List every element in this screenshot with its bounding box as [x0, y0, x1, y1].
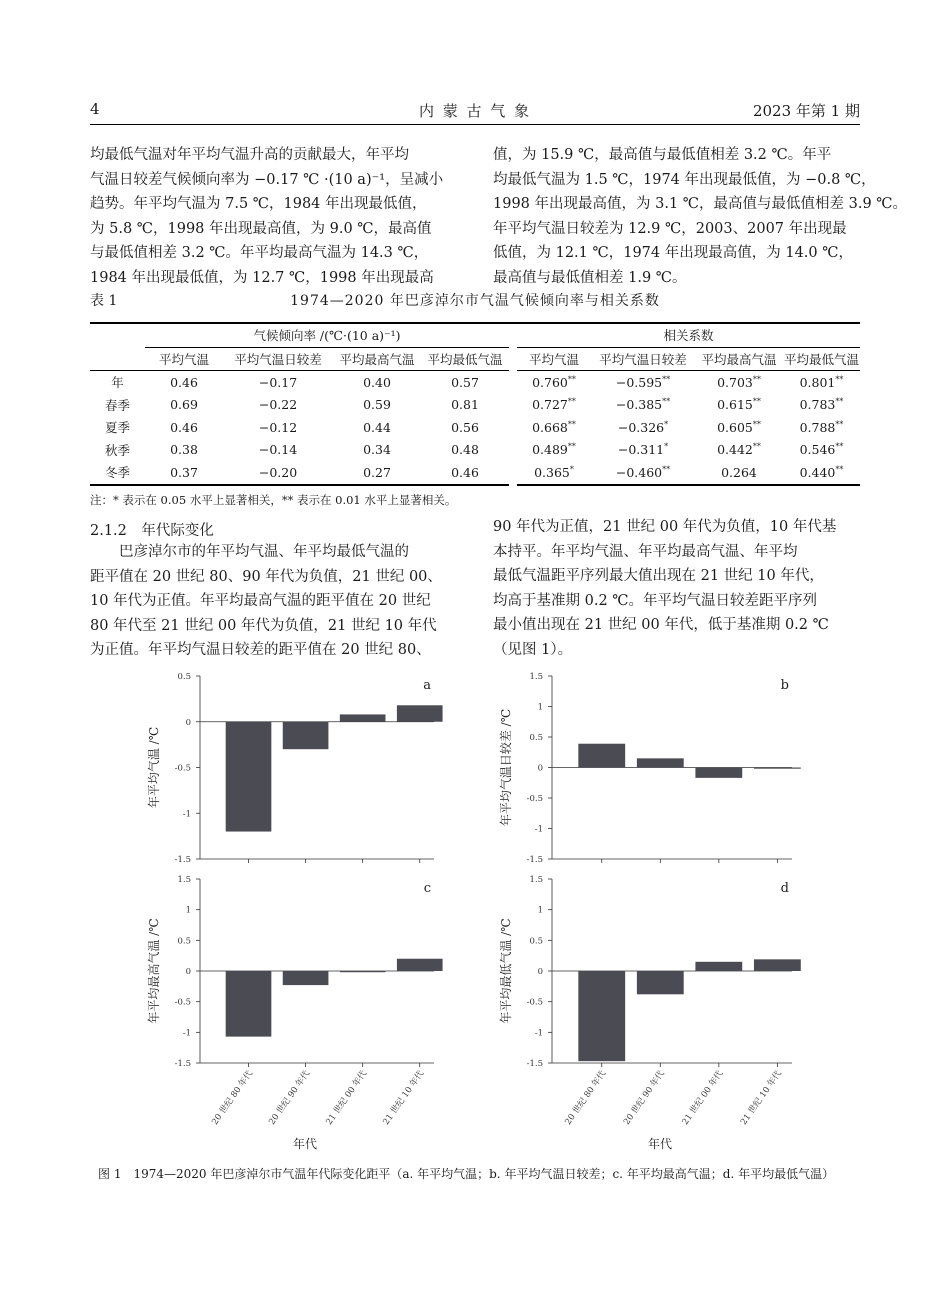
y-axis-label: 年平均气温日较差 /℃: [499, 708, 513, 827]
text-line: 与最低值相差 3.2 ℃。年平均最高气温为 14.3 ℃，: [90, 245, 429, 261]
bar: [754, 959, 801, 971]
y-tick-label: 0.5: [177, 936, 191, 947]
x-tick-label: 20 世纪 90 年代: [621, 1068, 667, 1127]
y-tick-label: 1.5: [529, 672, 543, 682]
text-line: 气温日较差气候倾向率为 −0.17 ℃ ·(10 a)⁻¹，呈减小: [90, 171, 444, 188]
text-line: 距平值在 20 世纪 80、90 年代为负值，21 世纪 00、: [90, 568, 442, 585]
rate-cell: 0.46: [421, 461, 509, 485]
corr-cell: 0.264: [695, 461, 783, 485]
corr-cell: 0.668**: [532, 419, 576, 435]
corr-cell: −0.311*: [617, 442, 669, 458]
x-tick-label: 21 世纪 10 年代: [381, 1068, 427, 1127]
table-note: 注：* 表示在 0.05 水平上显著相关，** 表示在 0.01 水平上显著相关。: [90, 493, 457, 507]
column-header: 平均气温: [517, 347, 591, 371]
corr-cell: −0.595**: [615, 374, 671, 390]
y-tick-label: 0: [185, 967, 191, 977]
bar: [754, 768, 801, 769]
rate-cell: 0.46: [170, 374, 198, 390]
y-tick-label: 0: [537, 967, 543, 977]
column-header: 平均气温日较差: [223, 347, 333, 371]
bar: [578, 744, 625, 768]
column-header: 平均最高气温: [695, 347, 783, 371]
significance-mark: **: [662, 374, 671, 384]
significance-mark: **: [752, 374, 761, 384]
corr-cell: 0.440**: [783, 461, 860, 485]
y-axis-label: 年平均最高气温 /℃: [147, 918, 161, 1024]
significance-mark: **: [567, 419, 576, 429]
significance-mark: **: [835, 397, 844, 407]
bar: [578, 971, 625, 1061]
y-tick-label: 1: [537, 905, 543, 916]
significance-mark: **: [835, 442, 844, 452]
panel-label: b: [780, 678, 789, 693]
significance-mark: **: [567, 374, 576, 384]
text-line: 最低气温距平序列最大值出现在 21 世纪 10 年代，: [493, 568, 824, 584]
panel-label: d: [780, 881, 789, 896]
y-tick-label: 0: [185, 717, 191, 728]
significance-mark: **: [662, 397, 671, 407]
row-label: 冬季: [90, 461, 145, 485]
y-axis-label: 年平均最低气温 /℃: [499, 918, 513, 1024]
text-line: 为 5.8 ℃，1998 年出现最高值，为 9.0 ℃，最高值: [90, 220, 432, 237]
x-tick-label: 21 世纪 10 年代: [739, 1068, 784, 1127]
rate-cell: 0.40: [363, 374, 391, 390]
corr-cell: 0.801**: [799, 374, 844, 390]
corr-cell: 0.783**: [799, 397, 844, 413]
text-line: 低值，为 12.1 ℃，1974 年出现最高值，为 14.0 ℃，: [493, 245, 853, 261]
text-line: 为正值。年平均气温日较差的距平值在 20 世纪 80、: [90, 642, 431, 658]
corr-cell: −0.326*: [617, 419, 669, 435]
y-tick-label: -0.5: [174, 763, 191, 774]
rate-cell: 0.56: [451, 419, 479, 435]
text-line: 本持平。年平均气温、年平均最高气温、年平均: [493, 543, 798, 560]
journal-title: 内 蒙 古 气 象: [418, 102, 532, 120]
bar: [340, 971, 386, 972]
text-line: 趋势。年平均气温为 7.5 ℃，1984 年出现最低值，: [90, 196, 427, 212]
bar: [397, 959, 443, 971]
y-tick-label: 1.5: [177, 875, 191, 885]
table-title: 1974—2020 年巴彦淖尔市气温气候倾向率与相关系数: [290, 293, 660, 309]
text-line: 均最低气温对年平均气温升高的贡献最大，年平均: [90, 147, 409, 163]
significance-mark: *: [569, 464, 574, 474]
significance-mark: *: [664, 419, 669, 429]
page-number: 4: [90, 100, 100, 118]
corr-cell: 0.605**: [717, 419, 761, 435]
chart-panel-b: [498, 672, 801, 865]
significance-mark: **: [835, 374, 844, 384]
y-tick-label: -0.5: [174, 997, 191, 1008]
rate-cell: 0.59: [363, 397, 391, 413]
section-heading: 2.1.2 年代际变化: [90, 523, 214, 539]
rate-cell: −0.17: [258, 374, 298, 390]
bar: [226, 722, 272, 832]
significance-mark: **: [662, 464, 671, 474]
y-tick-label: 0.5: [529, 733, 543, 743]
corr-cell: 0.442**: [717, 442, 761, 458]
corr-cell: 0.489**: [532, 442, 576, 458]
rate-cell: 0.48: [451, 442, 479, 458]
text-line: 巴彦淖尔市的年平均气温、年平均最低气温的: [90, 544, 409, 560]
x-tick-label: 21 世纪 00 年代: [680, 1068, 726, 1127]
rate-cell: 0.46: [170, 419, 198, 435]
y-tick-label: -1: [182, 1028, 191, 1039]
corr-cell: 0.760**: [532, 374, 576, 390]
significance-mark: **: [752, 442, 761, 452]
significance-mark: **: [752, 419, 761, 429]
y-tick-label: 1.5: [529, 875, 543, 885]
y-tick-label: 0: [537, 763, 543, 774]
group-header-corr: 相关系数: [517, 323, 860, 347]
significance-mark: **: [567, 442, 576, 452]
bar: [637, 758, 684, 767]
bar: [226, 971, 272, 1037]
y-tick-label: 0.5: [529, 936, 543, 947]
rate-cell: 0.27: [333, 461, 421, 485]
rate-cell: 0.38: [170, 442, 198, 458]
corr-cell: 0.365*: [517, 461, 591, 485]
figure-caption: 图 1 1974—2020 年巴彦淖尔市气温年代际变化距平（a. 年平均气温；b. 年平均气温日较差；c. 年平均最高气温；d. 年平均最低气温）: [98, 1167, 835, 1181]
text-line: 均高于基准期 0.2 ℃。年平均气温日较差距平序列: [493, 592, 817, 609]
y-tick-label: -1: [534, 824, 543, 835]
text-line: 最小值出现在 21 世纪 00 年代，低于基准期 0.2 ℃: [493, 617, 829, 633]
y-tick-label: -1.5: [174, 1059, 191, 1069]
rate-cell: −0.14: [258, 442, 298, 458]
corr-cell: −0.460**: [591, 461, 695, 485]
corr-cell: −0.385**: [615, 397, 671, 413]
x-tick-label: 20 世纪 80 年代: [563, 1068, 609, 1127]
y-tick-label: -0.5: [526, 794, 543, 804]
table-label: 表 1: [90, 293, 118, 309]
group-header-rate: 气候倾向率 /(℃·(10 a)⁻¹): [145, 323, 509, 347]
rate-cell: −0.12: [258, 419, 298, 435]
rate-cell: −0.20: [223, 461, 333, 485]
row-label: 夏季: [104, 420, 130, 436]
text-line: 10 年代为正值。年平均最高气温的距平值在 20 世纪: [90, 593, 431, 609]
text-line: 最高值与最低值相差 1.9 ℃。: [493, 269, 687, 286]
bar: [397, 705, 443, 721]
bar: [695, 768, 742, 778]
x-axis-label: 年代: [647, 1137, 673, 1151]
column-header: 平均最低气温: [783, 347, 860, 371]
significance-mark: **: [752, 397, 761, 407]
panel-label: a: [423, 678, 431, 693]
bar: [283, 722, 329, 749]
rate-cell: 0.81: [451, 397, 479, 413]
panel-label: c: [423, 881, 431, 896]
issue-label: 2023 年第 1 期: [752, 102, 860, 120]
chart-panel-c: [146, 875, 443, 1151]
y-axis-label: 年平均气温 /℃: [147, 726, 161, 809]
y-tick-label: -1: [534, 1028, 543, 1039]
row-label: 春季: [104, 397, 130, 413]
y-tick-label: -1.5: [526, 855, 543, 865]
column-header: 平均最低气温: [421, 347, 509, 371]
x-tick-label: 20 世纪 80 年代: [210, 1068, 255, 1127]
significance-mark: *: [664, 442, 669, 452]
column-header: 平均气温: [145, 347, 223, 371]
significance-mark: **: [567, 397, 576, 407]
row-label: 年: [111, 375, 124, 391]
column-header: 平均气温日较差: [591, 347, 695, 371]
corr-cell: 0.788**: [799, 419, 844, 435]
text-line: 1998 年出现最高值，为 3.1 ℃，最高值与最低值相差 3.9 ℃。: [493, 196, 908, 212]
rate-cell: 0.69: [170, 397, 198, 413]
significance-mark: **: [835, 419, 844, 429]
rate-cell: 0.44: [363, 419, 391, 435]
y-tick-label: 1: [537, 702, 543, 713]
text-line: 值，为 15.9 ℃，最高值与最低值相差 3.2 ℃。年平: [493, 147, 832, 163]
y-tick-label: 0.5: [177, 672, 191, 682]
rate-cell: 0.57: [451, 374, 479, 390]
corr-cell: 0.615**: [717, 397, 761, 413]
y-tick-label: 1: [185, 905, 191, 916]
y-tick-label: -0.5: [526, 997, 543, 1008]
rate-cell: 0.37: [145, 461, 223, 485]
bar: [283, 971, 329, 985]
text-line: 1984 年出现最低值，为 12.7 ℃，1998 年出现最高: [90, 269, 434, 286]
text-line: 均最低气温为 1.5 ℃，1974 年出现最低值，为 −0.8 ℃，: [493, 171, 876, 188]
text-line: （见图 1）。: [493, 641, 573, 658]
rate-cell: 0.34: [363, 442, 391, 458]
y-tick-label: -1.5: [526, 1059, 543, 1069]
chart-panel-a: [146, 672, 443, 865]
column-header: 平均最高气温: [333, 347, 421, 371]
row-label: 秋季: [104, 442, 130, 458]
text-line: 年平均气温日较差为 12.9 ℃，2003、2007 年出现最: [493, 220, 847, 237]
chart-panel-d: [498, 875, 801, 1151]
x-axis-label: 年代: [292, 1137, 318, 1151]
y-tick-label: -1: [182, 809, 191, 820]
corr-cell: 0.546**: [799, 442, 844, 458]
corr-cell: 0.727**: [532, 397, 576, 413]
bar: [695, 962, 742, 971]
bar: [637, 971, 684, 994]
text-line: 80 年代至 21 世纪 00 年代为负值，21 世纪 10 年代: [90, 617, 437, 634]
corr-cell: 0.703**: [717, 374, 761, 390]
bar: [340, 714, 386, 721]
y-tick-label: -1.5: [174, 855, 191, 865]
rate-cell: −0.22: [258, 397, 298, 413]
x-tick-label: 20 世纪 90 年代: [267, 1068, 313, 1127]
significance-mark: **: [835, 464, 844, 474]
x-tick-label: 21 世纪 00 年代: [324, 1068, 370, 1127]
text-line: 90 年代为正值，21 世纪 00 年代为负值，10 年代基: [493, 519, 837, 535]
